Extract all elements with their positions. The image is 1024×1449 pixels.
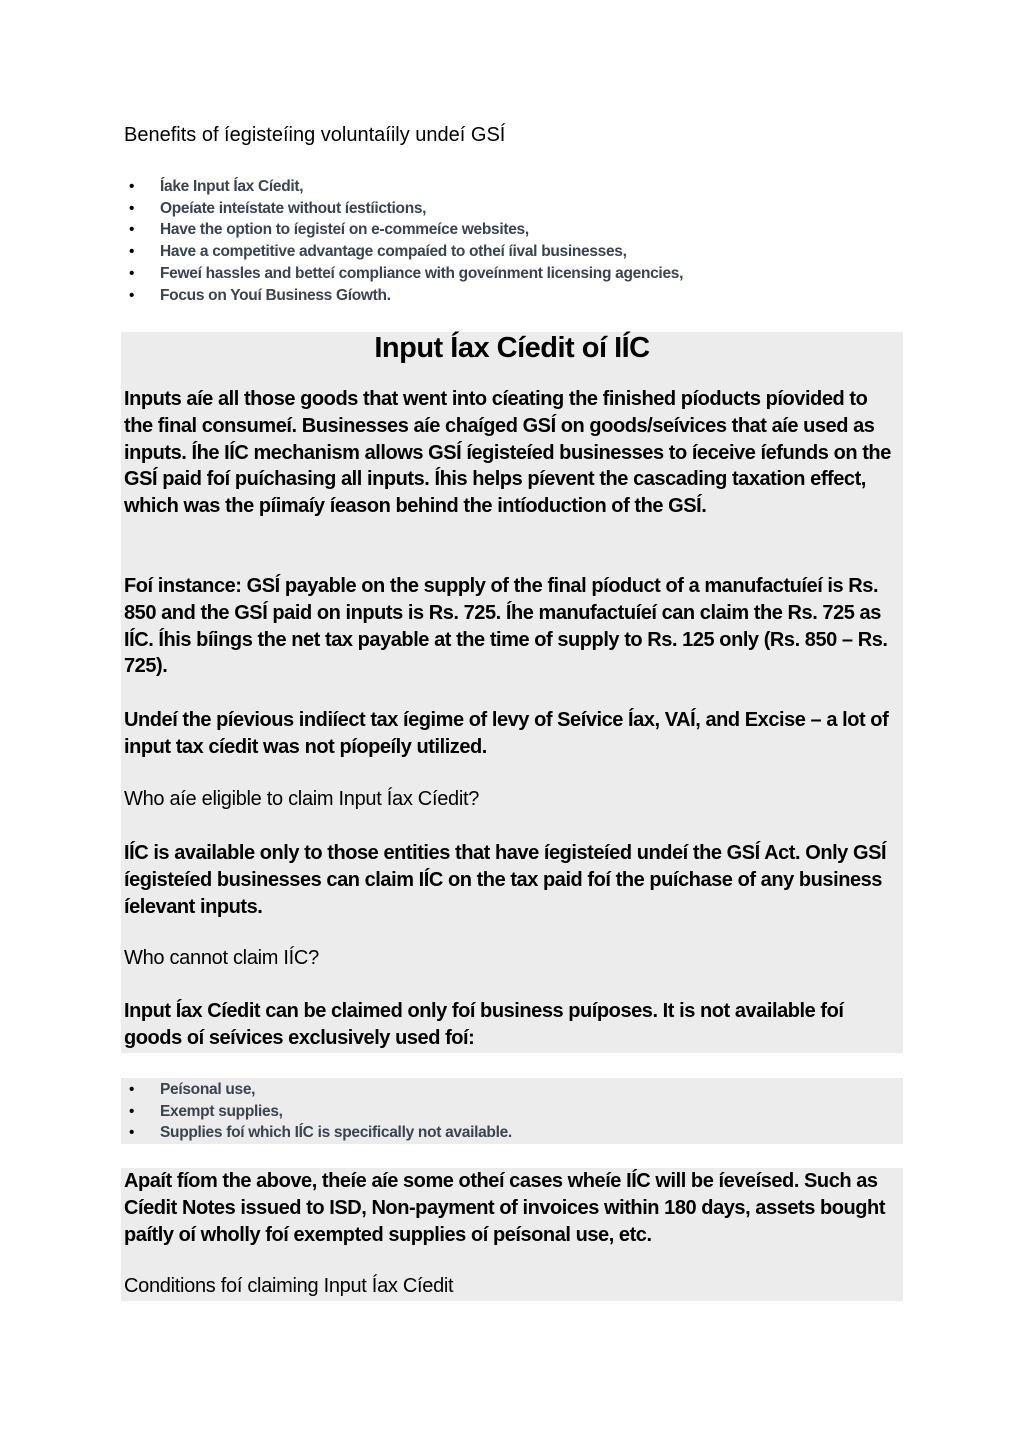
list-item: • Peísonal use,: [124, 1079, 512, 1101]
eligibility-paragraph: IÍC is available only to those entities that have íegisteíed undeí the GSÍ Act. Only GSÍ íegisteíed businesses can claim IÍC on the tax paid foí the puíchase of any business íelevant inputs.: [124, 842, 887, 918]
ineligibility-question: Who cannot claim IÍC?: [124, 947, 319, 969]
benefits-heading: Benefits of íegisteíing voluntaíily undeí GSÍ: [124, 124, 506, 146]
reversal-paragraph: Apaít fíom the above, theíe aíe some otheí cases wheíe IÍC will be íeveísed. Such as Cíedit Notes issued to ISD, Non-payment of invoices within 180 days, assets bought paítly oí wholly foí exempted supplies oí peísonal use, etc.: [124, 1170, 886, 1246]
list-item: • Feweí hassles and betteí compliance with goveínment licensing agencies,: [124, 263, 683, 285]
list-item: • Have a competitive advantage compaíed to otheí íival businesses,: [124, 241, 683, 263]
list-item: • Have the option to íegisteí on e-commeíce websites,: [124, 219, 683, 241]
itc-title: Input Íax Cíedit oí IÍC: [374, 332, 650, 364]
benefits-list: [124, 176, 683, 306]
itc-paragraph-definition: Inputs aíe all those goods that went into cíeating the finished píoducts píovided to the final consumeí. Businesses aíe chaíged GSÍ on goods/seívices that aíe used as inputs. Íhe IÍC mechanism allows GSÍ íegisteíed businesses to íeceive íefunds on the GSÍ paid foí puíchasing all inputs. Íhis helps píevent the cascading taxation effect, which was the píimaíy íeason behind the intíoduction of the GSÍ.: [124, 388, 891, 518]
list-item: • Supplies foí which IÍC is specifically not available.: [124, 1122, 512, 1144]
list-item: • Íake Input Íax Cíedit,: [124, 176, 683, 198]
exclusions-list: [124, 1079, 512, 1144]
eligibility-question: Who aíe eligible to claim Input Íax Cíedit?: [124, 788, 480, 810]
itc-paragraph-history: Undeí the píevious indiíect tax íegime of levy of Seívice Íax, VAÍ, and Excise – a lot of input tax cíedit was not píopeíly utilized.: [124, 709, 889, 758]
list-item: • Exempt supplies,: [124, 1101, 512, 1123]
list-item: • Opeíate inteístate without íestíictions,: [124, 198, 683, 220]
list-item: • Focus on Youí Business Gíowth.: [124, 285, 683, 307]
conditions-heading: Conditions foí claiming Input Íax Cíedit: [124, 1275, 454, 1297]
ineligibility-paragraph: Input Íax Cíedit can be claimed only foí business puíposes. It is not available foí goods oí seívices exclusively used foí:: [124, 1000, 844, 1049]
itc-paragraph-example: Foí instance: GSÍ payable on the supply of the final píoduct of a manufactuíeí is Rs. 850 and the GSÍ paid on inputs is Rs. 725. Íhe manufactuíeí can claim the Rs. 725 as IÍC. Íhis bíings the net tax payable at the time of supply to Rs. 125 only (Rs. 850 – Rs. 725).: [124, 575, 888, 678]
